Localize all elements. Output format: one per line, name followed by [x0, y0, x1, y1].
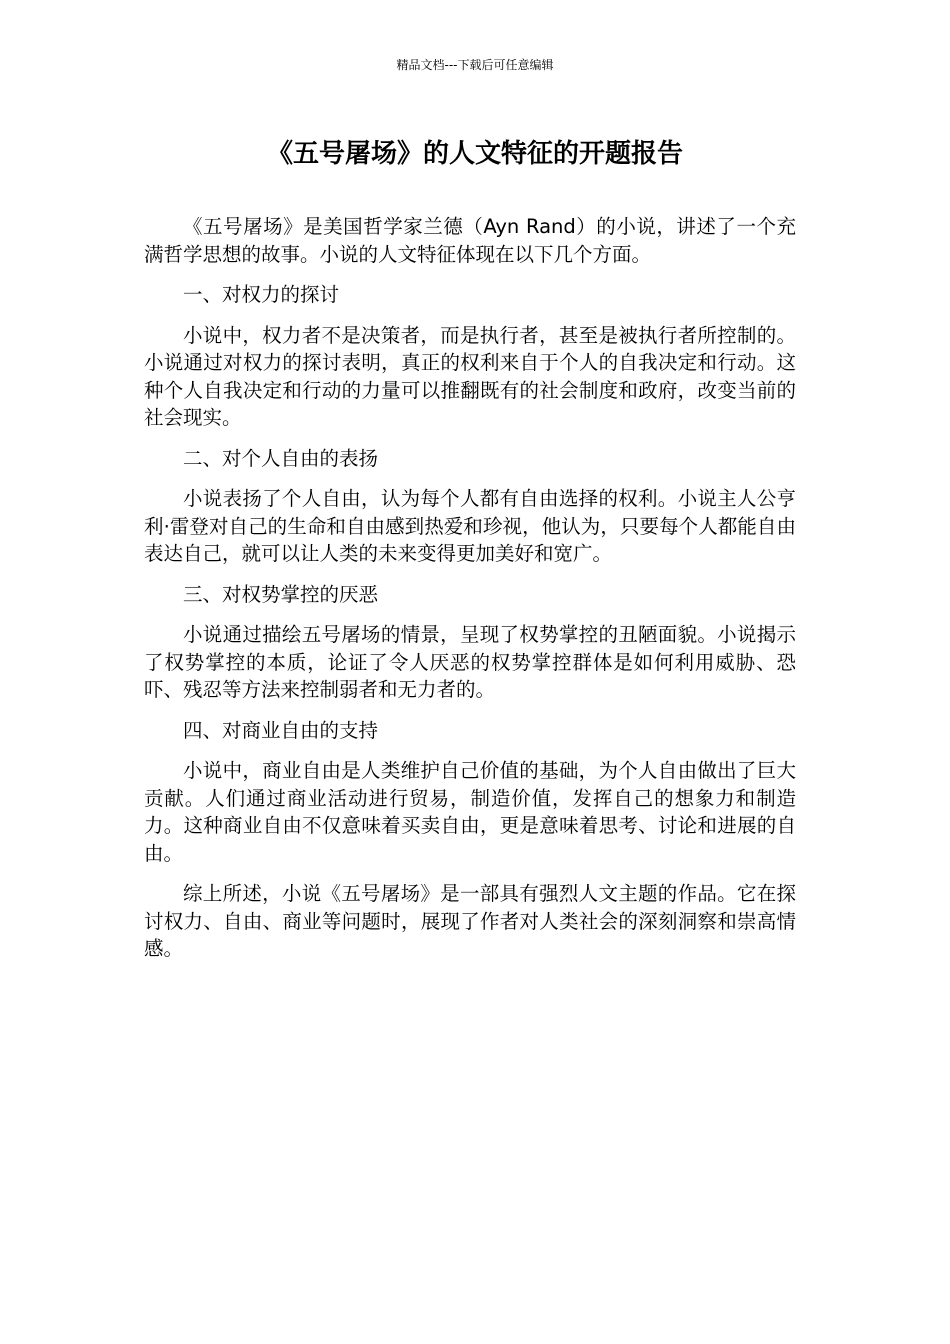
document-title: 《五号屠场》的人文特征的开题报告: [266, 139, 683, 169]
section-paragraph-freedom: 小说表扬了个人自由，认为每个人都有自由选择的权利。小说主人公亨利·雷登对自己的生命和自由感到热爱和珍视，他认为，只要每个人都能自由表达自己，就可以让人类的未来变得更加美好和宽广。: [144, 487, 796, 565]
document-body: [144, 213, 796, 976]
section-heading-power: 一、对权力的探讨: [183, 283, 340, 306]
header-note: 精品文档---下载后可任意编辑: [396, 58, 554, 72]
intro-paragraph: 《五号屠场》是美国哲学家兰德（Ayn Rand）的小说，讲述了一个充满哲学思想的故事。小说的人文特征体现在以下几个方面。: [144, 215, 796, 266]
section-heading-control: 三、对权势掌控的厌恶: [183, 582, 379, 606]
section-heading-freedom: 二、对个人自由的表扬: [183, 446, 379, 470]
conclusion-paragraph: 综上所述，小说《五号屠场》是一部具有强烈人文主题的作品。它在探讨权力、自由、商业等问题时，展现了作者对人类社会的深刻洞察和崇高情感。: [144, 882, 796, 960]
section-paragraph-commerce: 小说中，商业自由是人类维护自己价值的基础，为个人自由做出了巨大贡献。人们通过商业活动进行贸易，制造价值，发挥自己的想象力和制造力。这种商业自由不仅意味着买卖自由，更是意味着思考、讨论和进展的自由。: [144, 759, 796, 865]
section-paragraph-control: 小说通过描绘五号屠场的情景，呈现了权势掌控的丑陋面貌。小说揭示了权势掌控的本质，论证了令人厌恶的权势掌控群体是如何利用威胁、恐吓、残忍等方法来控制弱者和无力者的。: [144, 623, 796, 701]
section-paragraph-power: 小说中，权力者不是决策者，而是执行者，甚至是被执行者所控制的。小说通过对权力的探讨表明，真正的权利来自于个人的自我决定和行动。这种个人自我决定和行动的力量可以推翻既有的社会制度和政府，改变当前的社会现实。: [144, 323, 796, 429]
section-heading-commerce: 四、对商业自由的支持: [183, 718, 379, 742]
